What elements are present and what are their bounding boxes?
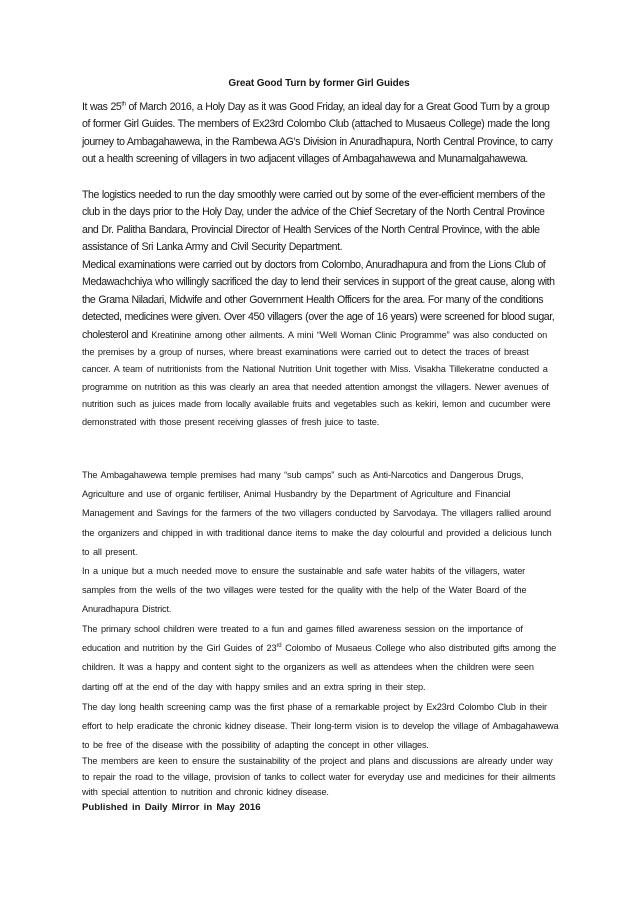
paragraph-text — [82, 620, 560, 697]
paragraph-text: The members are keen to ensure the sustainability of the project and plans and discussions are already under way to repair the road to the village, provision of tanks to collect water for everyday use and medicines for their ailments with special attention to nutrition and chronic kidney disease. — [82, 756, 556, 797]
paragraph-text-part: It was 25 — [82, 101, 122, 113]
paragraph-8 — [82, 754, 560, 801]
paragraph-text: The logistics needed to run the day smoothly were carried out by some of the ever-efficient members of the club in the days prior to the Holy Day, under the advice of the Chief Secretary of the North Central Province and Dr. Palitha Bandara, Provincial Director of Health Services of the North Central Province, with the able assistance of Sri Lanka Army and Civil Security Department. — [82, 189, 545, 254]
paragraph-6 — [82, 620, 560, 697]
published-note: Published in Daily Mirror in May 2016 — [82, 802, 261, 813]
paragraph-text: The Ambagahawewa temple premises had many “sub camps” such as Anti-Narcotics and Dangerous Drugs, Agriculture and use of organic fertiliser, Animal Husbandry by the Department of Agriculture and Financial Management and Savings for the farmers of the two villagers conducted by Sarvodaya. The villagers rallied around the organizers and chipped in with traditional dance items to make the day colourful and provided a delicious lunch to all present. — [82, 470, 552, 557]
superscript: rd — [276, 643, 282, 650]
paragraph-text: In a unique but a much needed move to ensure the sustainable and safe water habits of the villagers, water samples from the wells of the two villages were tested for the quality with the help of the Water Board of the Anuradhapura District. — [82, 566, 527, 615]
paragraph-text — [82, 99, 560, 169]
paragraph-3 — [82, 257, 560, 431]
paragraph-text-part: Colombo of Musaeus College who also distributed gifts among the children. It was a happy and content sight to the organizers as well as attendees when the children were seen darting off at the end of the day with happy smiles and an extra spring in their step. — [82, 643, 557, 692]
paragraph-5 — [82, 562, 560, 620]
superscript: th — [121, 101, 126, 108]
paragraph-4 — [82, 466, 560, 562]
paragraph-2 — [82, 187, 560, 257]
paragraph-7 — [82, 698, 560, 756]
paragraph-text — [82, 257, 560, 431]
paragraph-text-part: Kreatinine among other ailments. A mini “Well Woman Clinic Programme” was also conducted on the premises by a group of nurses, where breast examinations were carried out to detect the traces of breast cancer. A team of nutritionists from the National Nutrition Unit together with Miss. Visakha Tillekeratne conducted a programme on nutrition as this was clearly an area that needed attention amongst the villagers. Newer avenues of nutrition such as juices made from locally available fruits and vegetables such as kekiri, lemon and cucumber were demonstrated with those present receiving glasses of fresh juice to taste. — [82, 329, 551, 427]
paragraph-text-part: Medical examinations were carried out by doctors from Colombo, Anuradhapura and from the Lions Club of Medawachchiya who willingly sacrificed the day to lend their services in support of the great cause, along with the Grama Niladari, Midwife and other Government Health Officers for the area. For many of the conditions detected, medicines were given. Over 450 villagers (over the age of 16 years) were screened for blood sugar, cholesterol and — [82, 259, 555, 341]
paragraph-text-part: of March 2016, a Holy Day as it was Good Friday, an ideal day for a Great Good Turn by a group of former Girl Guides. The members of Ex23rd Colombo Club (attached to Musaeus College) made the long journey to Ambagahawewa, in the Rambewa AG’s Division in Anuradhapura, North Central Province, to carry out a health screening of villagers in two adjacent villages of Ambagahawewa and Munamalgahawewa. — [82, 101, 553, 166]
paragraph-1 — [82, 99, 560, 169]
paragraph-text: The day long health screening camp was the first phase of a remarkable project by Ex23rd Colombo Club in their effort to help eradicate the chronic kidney disease. Their long-term vision is to develop the village of Ambagahawewa to be free of the disease with the possibility of adapting the concept in other villages. — [82, 702, 559, 751]
document-title: Great Good Turn by former Girl Guides — [228, 78, 410, 89]
paragraph-text-part: The primary school children were treated to a fun and games filled awareness session on the importance of education and nutrition by the Girl Guides of 23 — [82, 624, 523, 654]
